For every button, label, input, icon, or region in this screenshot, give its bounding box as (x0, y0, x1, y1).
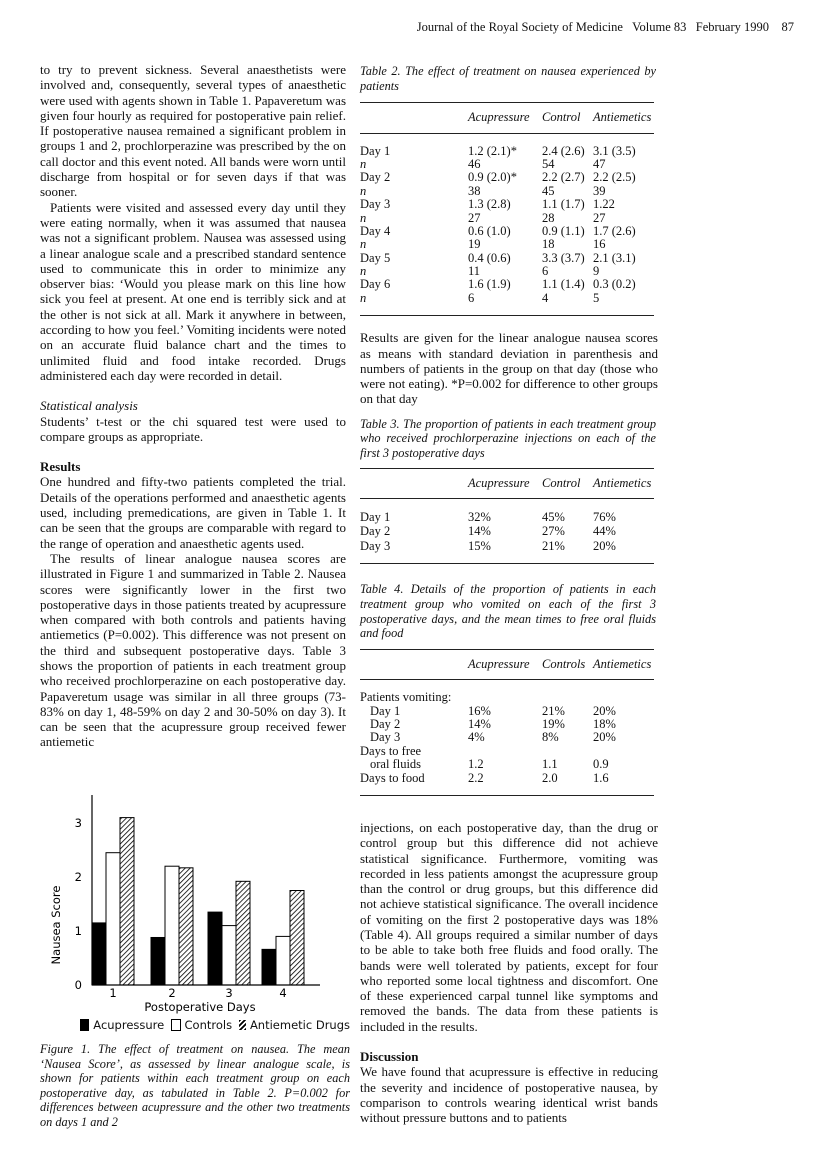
table-row (360, 198, 658, 211)
table-cell: 2.2 (2.7) (542, 170, 585, 185)
table-cell: 3.1 (3.5) (593, 143, 636, 158)
legend-label: Acupressure (93, 1018, 165, 1032)
table-row (360, 278, 658, 291)
column-header: Control (542, 475, 581, 490)
volume: Volume 83 (632, 20, 687, 34)
table-cell: Day 3 (370, 730, 401, 745)
table-cell: 2.1 (3.1) (593, 250, 636, 265)
table-cell: 18% (593, 716, 616, 731)
table-cell: n (360, 156, 367, 171)
bar-acupressure-day-3 (208, 912, 222, 985)
table-cell: 38 (468, 183, 481, 198)
table-cell: 6 (542, 264, 549, 279)
table-cell: Days to free (360, 743, 422, 758)
column-header: Controls (542, 656, 586, 671)
section-heading-discussion: Discussion (360, 1049, 419, 1065)
table-cell: 11 (468, 264, 481, 279)
table-cell: 39 (593, 183, 606, 198)
table-cell: 14% (468, 716, 491, 731)
table-row (360, 212, 658, 225)
table-cell: 46 (468, 156, 481, 171)
bar-antiemetic-drugs-day-4 (290, 891, 304, 986)
table-cell: 1.1 (1.4) (542, 277, 585, 292)
table-cell: 54 (542, 156, 555, 171)
paragraph: injections, on each postoperative day, than the drug or control group but this difference did not achieve statistical significance. Furthermore, vomiting was recorded in less patients amongst the acupressure group than the control or drug groups, but this difference did not achieve statistical significance. The overall incidence of vomiting on the first 2 postoperative days was 18% (Table 4). All groups required a similar number of days to be able to take both free fluids and food orally. The bands were well tolerated by patients, except for four who reported some local tightness and discomfort. One of these experienced carpal tunnel like symptoms and removed the bands. The data from these patients is included in the results. (360, 819, 658, 1034)
table-cell: Day 6 (360, 277, 391, 292)
table-cell: 0.9 (593, 757, 609, 772)
table-cell: 32% (468, 509, 491, 524)
table-cell: 1.1 (542, 757, 558, 772)
table-cell: 45 (542, 183, 555, 198)
section-subheading: Statistical analysis (40, 398, 138, 414)
table-cell: 18 (542, 237, 555, 252)
table-cell: 2.4 (2.6) (542, 143, 585, 158)
table-cell: Day 4 (360, 223, 391, 238)
table-cell: 0.3 (0.2) (593, 277, 636, 292)
table-4-caption: Table 4. Details of the proportion of patients in each treatment group who vomited on each of the first 3 postoperative days, and the mean times to free oral fluids and food (360, 582, 656, 641)
table-3-caption: Table 3. The proportion of patients in each treatment group who received prochlorperazine injections on each of the first 3 postoperative days (360, 416, 656, 460)
table-cell: 20% (593, 538, 616, 553)
table-cell: 6 (468, 290, 475, 305)
paragraph: to try to prevent sickness. Several anaesthetists were involved and, consequently, several types of anaesthetic were used with agents shown in Table 1. Papaveretum was given four hourly as required for postoperative pain relief. If postoperative nausea remained a significant problem in groups 1 and 2, prochlorperazine was prescribed by the on call doctor and this event noted. All bands were worn until discharge from hospital or for seven days if that was sooner. (40, 62, 346, 200)
table-cell: 20% (593, 703, 616, 718)
journal-name: Journal of the Royal Society of Medicine (416, 20, 623, 34)
table-cell: 1.2 (468, 757, 484, 772)
table-cell: 8% (542, 730, 559, 745)
table-row (360, 145, 658, 158)
table-row (360, 539, 658, 554)
figure-1 (40, 790, 350, 1130)
table-row (360, 158, 658, 171)
table-cell: Day 2 (360, 170, 391, 185)
y-tick-label: 0 (74, 978, 82, 992)
table-row (360, 225, 658, 238)
table-cell: 0.4 (0.6) (468, 250, 511, 265)
table-cell: 45% (542, 509, 565, 524)
table-row (360, 292, 658, 305)
table-cell: n (360, 210, 367, 225)
table-cell: 0.9 (2.0)* (468, 170, 517, 185)
table-row (360, 772, 658, 785)
x-tick-label: 1 (109, 986, 117, 1000)
y-tick-label: 2 (74, 870, 82, 884)
y-tick-label: 3 (74, 816, 82, 830)
table-row (360, 252, 658, 265)
legend-swatch-antiemetic (239, 1020, 246, 1030)
table-cell: 19% (542, 716, 565, 731)
column-header: Acupressure (468, 656, 530, 671)
paragraph: Patients were visited and assessed every day until they were eating normally, when it was assumed that nausea was not a significant problem. Nausea was assessed using a linear analogue scale and a prescribed standard sentence used to communicate this in order to minimize any observer bias: ‘Would you please mark on this line how sick you feel at present. At one end is terribly sick and at the other is not sick at all. Mark it anywhere in between, according to how you feel.’ Vomiting incidents were noted on an accurate fluid balance chart and the times to unlimited fluid and food intake recorded. Drugs administered each day were recorded in detail. (40, 199, 346, 383)
table-cell: 0.6 (1.0) (468, 223, 511, 238)
bar-acupressure-day-4 (262, 949, 276, 985)
table-cell: Day 1 (360, 509, 391, 524)
table-cell: 15% (468, 538, 491, 553)
table-cell: n (360, 290, 367, 305)
table-2-header (360, 103, 658, 132)
x-axis-label: Postoperative Days (144, 1000, 256, 1014)
paragraph: One hundred and fifty-two patients completed the trial. Details of the operations performed and anaesthetic agents used, including premedications, are given in Table 1. It can be seen that the groups are comparable with regard to the range of operation and anaesthetic agents used. (40, 474, 346, 551)
table-cell: 21% (542, 703, 565, 718)
table-cell: 2.2 (2.5) (593, 170, 636, 185)
table-cell: 27 (468, 210, 481, 225)
table-cell: 2.0 (542, 770, 558, 785)
table-row (360, 510, 658, 525)
table-cell: 1.2 (2.1)* (468, 143, 517, 158)
table-cell: 1.22 (593, 197, 615, 212)
column-header: Antiemetics (593, 110, 652, 125)
table-cell: Day 1 (360, 143, 391, 158)
table-cell: 1.7 (2.6) (593, 223, 636, 238)
table-cell: 9 (593, 264, 600, 279)
table-cell: 4 (542, 290, 549, 305)
legend-label: Controls (184, 1018, 233, 1032)
table-row (360, 185, 658, 198)
page-number: 87 (781, 20, 794, 34)
x-tick-label: 4 (279, 986, 287, 1000)
table-cell: 5 (593, 290, 600, 305)
left-column (40, 62, 350, 1130)
table-4-body (360, 680, 658, 795)
table-header-row (360, 658, 658, 671)
bar-antiemetic-drugs-day-1 (120, 818, 134, 985)
figure-1-bar-chart (40, 790, 350, 1016)
table-cell: oral fluids (370, 757, 422, 772)
running-head (417, 20, 794, 35)
table-row (360, 691, 658, 704)
table-cell: 1.6 (593, 770, 609, 785)
table-4-header (360, 650, 658, 679)
left-column-text (40, 62, 346, 790)
y-axis-label: Nausea Score (49, 885, 63, 965)
legend-swatch-acupressure (80, 1019, 89, 1031)
table-cell: 16% (468, 703, 491, 718)
table-row (360, 705, 658, 718)
column-header: Control (542, 110, 581, 125)
right-column-text (360, 820, 658, 1126)
bar-acupressure-day-1 (92, 923, 106, 985)
table-row (360, 171, 658, 184)
table-cell: 21% (542, 538, 565, 553)
table-cell: Days to food (360, 770, 425, 785)
column-header: Antiemetics (593, 475, 652, 490)
table-cell: 1.1 (1.7) (542, 197, 585, 212)
table-cell: Day 3 (360, 538, 391, 553)
table-row (360, 758, 658, 771)
table-2-body (360, 134, 658, 316)
table-3-body (360, 499, 658, 564)
table-cell: Day 1 (370, 703, 401, 718)
table-cell: 16 (593, 237, 606, 252)
table-cell: 14% (468, 524, 491, 539)
table-2-caption: Table 2. The effect of treatment on nausea experienced by patients (360, 64, 656, 93)
table-cell: n (360, 183, 367, 198)
table-cell: 27% (542, 524, 565, 539)
legend-label: Antiemetic Drugs (249, 1018, 350, 1032)
paragraph: The results of linear analogue nausea scores are illustrated in Figure 1 and summarized in Table 2. Nausea scores were significantly lower in the first two postoperative days in those patients treated by acupressure when compared with both controls and patients having antiemetics (P=0.002). This difference was not present on the third and subsequent postoperative days. Table 3 shows the proportion of patients in each treatment group who received prochlorperazine on each postoperative day. Papaveretum usage was similar in all three groups (73-83% on day 1, 48-59% on day 2 and 30-50% on day 3). It can be seen that the acupressure group received fewer antiemetic (40, 550, 346, 750)
figure-caption: Figure 1. The effect of treatment on nausea. The mean ‘Nausea Score’, as assessed by linear analogue scale, is shown for patients within each treatment group on each postoperative day, as tabulated in Table 2. P=0.002 for differences between acupressure and the other two treatments on days 1 and 2 (40, 1042, 350, 1129)
table-cell: 0.9 (1.1) (542, 223, 585, 238)
table-cell: Day 5 (360, 250, 391, 265)
column-header: Antiemetics (593, 656, 652, 671)
x-tick-label: 2 (168, 986, 176, 1000)
issue-date: February 1990 (695, 20, 769, 34)
table-cell: 76% (593, 509, 616, 524)
table-cell: n (360, 237, 367, 252)
bar-controls-day-3 (222, 926, 236, 985)
bar-acupressure-day-2 (151, 937, 165, 985)
table-cell: 28 (542, 210, 555, 225)
table-cell: Day 2 (370, 716, 401, 731)
table-header-row (360, 477, 658, 490)
section-heading-results: Results (40, 459, 81, 475)
right-column (360, 64, 658, 1126)
bar-antiemetic-drugs-day-2 (179, 868, 193, 985)
chart-legend (40, 1018, 350, 1032)
table-3-header (360, 469, 658, 498)
bar-antiemetic-drugs-day-3 (236, 881, 250, 985)
column-header: Acupressure (468, 475, 530, 490)
column-header: Acupressure (468, 110, 530, 125)
table-row (360, 718, 658, 731)
table-cell: Patients vomiting: (360, 690, 452, 705)
table-cell: Day 2 (360, 524, 391, 539)
table-rule (360, 563, 654, 564)
paragraph: We have found that acupressure is effective in reducing the severity and incidence of postoperative nausea, by comparison to controls wearing identical wrist bands without pressure buttons and to patients (360, 1064, 658, 1126)
table-cell: n (360, 264, 367, 279)
x-tick-label: 3 (225, 986, 233, 1000)
table-row (360, 745, 658, 758)
table-rule (360, 795, 654, 796)
table-cell: 4% (468, 730, 485, 745)
table-row (360, 238, 658, 251)
table-cell: 47 (593, 156, 606, 171)
table-cell: 27 (593, 210, 606, 225)
table-cell: 19 (468, 237, 481, 252)
table-cell: 1.3 (2.8) (468, 197, 511, 212)
table-rule (360, 315, 654, 316)
paragraph: Students’ t-test or the chi squared test were used to compare groups as appropriate. (40, 413, 346, 444)
table-2-note: Results are given for the linear analogue nausea scores as means with standard deviation in parenthesis and numbers of patients in the group on that day (those who were not eating). *P=0.002 for difference to other groups on that day (360, 330, 658, 407)
table-cell: 20% (593, 730, 616, 745)
legend-swatch-controls (171, 1019, 180, 1031)
bar-controls-day-1 (106, 853, 120, 985)
table-row (360, 524, 658, 539)
table-cell: 2.2 (468, 770, 484, 785)
table-header-row (360, 111, 658, 124)
table-cell: 3.3 (3.7) (542, 250, 585, 265)
table-cell: Day 3 (360, 197, 391, 212)
table-row (360, 731, 658, 744)
table-cell: 44% (593, 524, 616, 539)
bar-controls-day-4 (276, 936, 290, 985)
y-tick-label: 1 (74, 924, 82, 938)
bar-controls-day-2 (165, 866, 179, 985)
table-row (360, 265, 658, 278)
table-cell: 1.6 (1.9) (468, 277, 511, 292)
